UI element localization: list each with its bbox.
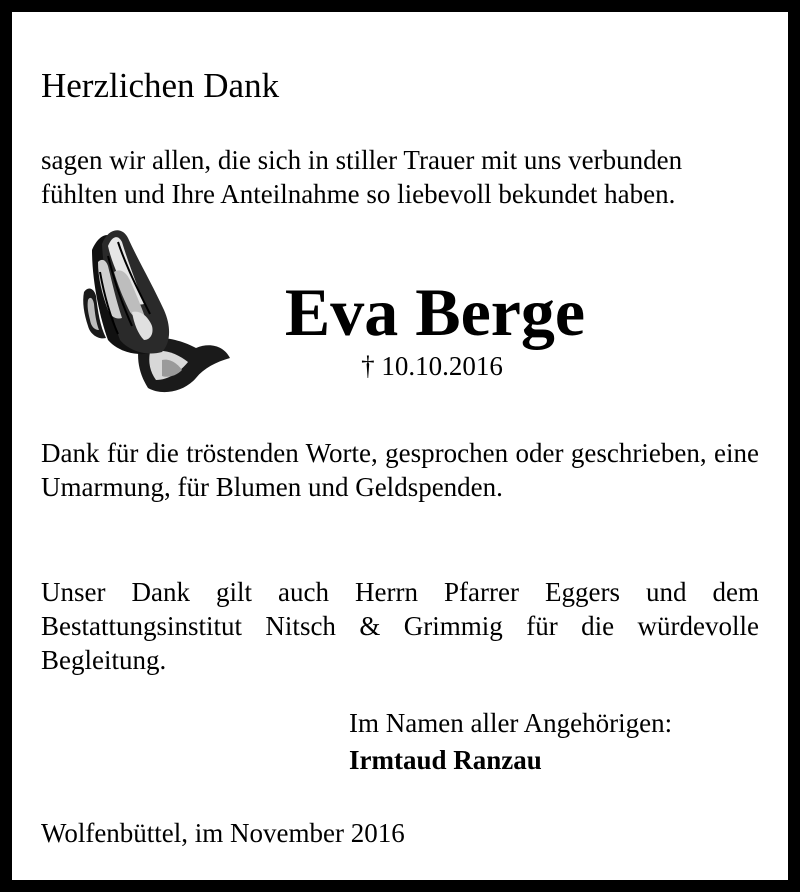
- deceased-name: Eva Berge: [284, 274, 586, 350]
- intro-text: [41, 143, 759, 211]
- thanks-paragraph-1: Dank für die tröstenden Worte, gesprochen oder geschrieben, eine Umarmung, für Blumen und Geldspenden.: [41, 438, 759, 502]
- praying-hands-icon: [78, 222, 232, 397]
- signoff-line: Im Namen aller Angehörigen:: [349, 708, 673, 738]
- intro-line-1: sagen wir allen, die sich in stiller Trauer mit uns verbunden: [41, 145, 683, 175]
- heading: Herzlichen Dank: [41, 66, 280, 105]
- thanks-paragraph-2: Unser Dank gilt auch Herrn Pfarrer Eggers und dem Bestattungsinstitut Nitsch & Grimmig für die würdevolle Begleitung.: [41, 577, 759, 675]
- death-date: † 10.10.2016: [361, 351, 503, 381]
- place-date: Wolfenbüttel, im November 2016: [41, 818, 405, 848]
- signer-name: Irmtaud Ranzau: [349, 745, 542, 775]
- intro-line-2: fühlten und Ihre Anteilnahme so liebevoll bekundet haben.: [41, 179, 676, 209]
